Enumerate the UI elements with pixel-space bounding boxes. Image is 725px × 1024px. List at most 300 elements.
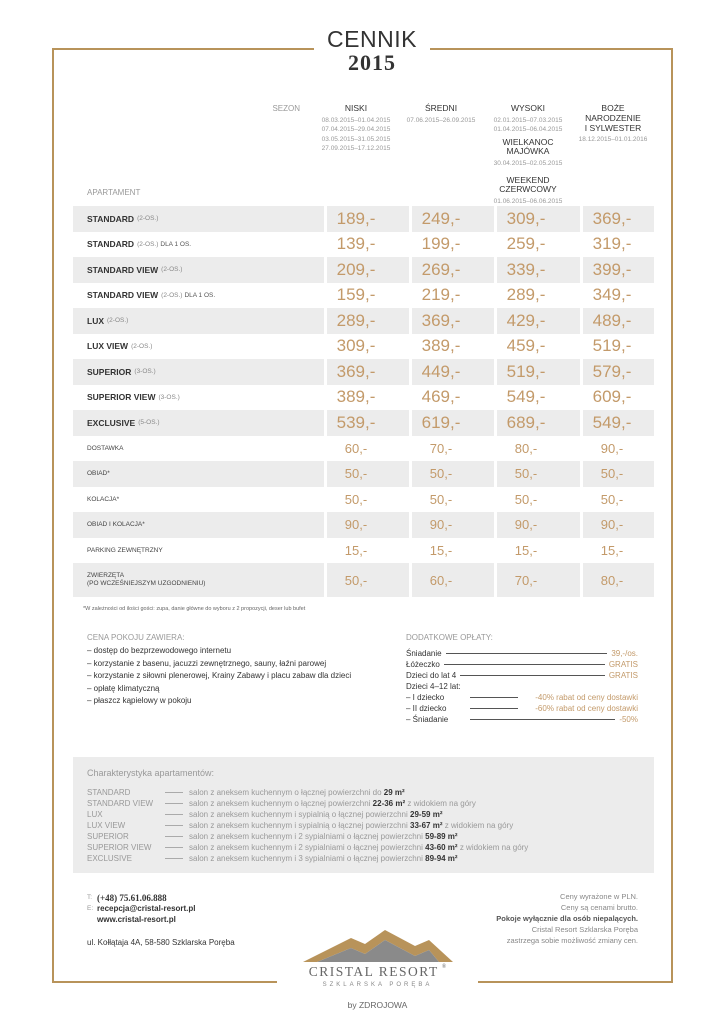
frame-top-right	[430, 48, 673, 50]
season-name-line: I SYLWESTER	[584, 122, 642, 133]
characteristic-row	[87, 842, 528, 853]
dash-divider	[470, 719, 615, 720]
row-note: (2-OS.)	[137, 215, 159, 223]
fee-line	[406, 648, 638, 659]
brand-text: CRISTAL RESORT	[308, 964, 439, 979]
price-cell: 139,-	[336, 234, 376, 254]
season-sub-line: CZERWCOWY	[499, 184, 557, 195]
dash-divider	[165, 814, 183, 815]
list-item: – opłatę klimatyczną	[87, 683, 160, 693]
note-line: Cristal Resort Szklarska Poręba	[531, 925, 638, 934]
column-separator	[409, 308, 412, 334]
phone-label: T:	[87, 894, 93, 901]
season-wysoki-dates	[485, 116, 571, 135]
column-separator	[409, 257, 412, 283]
row-note: (2-OS.)	[107, 317, 129, 325]
price-cell: 249,-	[421, 208, 461, 228]
fee-line	[406, 670, 638, 681]
apartment-desc	[189, 788, 405, 797]
row-note: (2-OS.)	[137, 240, 159, 248]
season-date: 07.04.2015–29.04.2015	[321, 126, 391, 134]
season-niski-name: NISKI	[344, 103, 368, 113]
column-separator	[324, 563, 327, 597]
dash-divider	[165, 803, 183, 804]
price-cell: 399,-	[592, 259, 632, 279]
desc-tail: z widokiem na góry	[444, 821, 514, 830]
contact-line	[87, 914, 235, 925]
desc-area: 29-59 m²	[410, 810, 443, 819]
dash-divider	[165, 858, 183, 859]
season-boze	[571, 104, 655, 145]
season-sredni-dates	[400, 116, 482, 125]
price-cell: 50,-	[429, 466, 453, 482]
column-separator	[409, 232, 412, 258]
price-cell: 369,-	[592, 208, 632, 228]
price-cell: 609,-	[592, 387, 632, 407]
column-separator	[494, 487, 497, 513]
list-item: – korzystanie z siłowni plenerowej, Krainy Zabawy i placu zabaw dla dzieci	[87, 671, 352, 680]
table-row	[73, 385, 654, 411]
table-row	[73, 232, 654, 258]
column-separator	[580, 538, 583, 564]
price-cell: 369,-	[421, 310, 461, 330]
fee-label: Dzieci do lat 4	[406, 671, 457, 680]
row-note: (3-OS.)	[134, 368, 156, 376]
price-cell: 50,-	[344, 466, 368, 482]
price-cell: 549,-	[506, 387, 546, 407]
desc-area: 59-89 m²	[425, 832, 458, 841]
dash-divider	[460, 675, 605, 676]
column-separator	[324, 487, 327, 513]
page-year: 2015	[348, 50, 396, 75]
column-separator	[494, 410, 497, 436]
price-cell: 389,-	[421, 336, 461, 356]
column-separator	[494, 283, 497, 309]
apartment-name: STANDARD	[87, 788, 131, 797]
season-niski	[315, 104, 397, 153]
fee-label: Łóżeczko	[406, 660, 440, 669]
email-label: E:	[87, 905, 94, 912]
season-date: 27.09.2015–17.12.2015	[321, 145, 391, 153]
fee-line	[406, 703, 638, 714]
row-note: (2-OS.)	[131, 342, 153, 350]
apartment-desc	[189, 854, 458, 863]
price-cell: 159,-	[336, 285, 376, 305]
fee-label: – II dziecko	[406, 704, 447, 713]
price-cell: 50,-	[514, 466, 538, 482]
dash-divider	[444, 664, 605, 665]
dash-divider	[470, 697, 518, 698]
row-label	[87, 334, 154, 360]
table-row	[73, 257, 654, 283]
apartment-name: LUX VIEW	[87, 821, 126, 830]
apartment-name: EXCLUSIVE	[87, 854, 132, 863]
apartment-name: STANDARD VIEW	[87, 799, 154, 808]
column-separator	[324, 436, 327, 462]
column-separator	[409, 410, 412, 436]
column-separator	[324, 385, 327, 411]
column-separator	[494, 538, 497, 564]
price-cell: 689,-	[506, 412, 546, 432]
price-cell: 259,-	[506, 234, 546, 254]
desc-text: salon z aneksem kuchennym i 3 sypialniami o łącznej powierzchni	[189, 854, 423, 863]
row-label	[87, 206, 160, 232]
column-separator	[324, 461, 327, 487]
price-cell: 50,-	[600, 466, 624, 482]
price-cell: 219,-	[421, 285, 461, 305]
price-cell: 50,-	[344, 572, 368, 588]
column-separator	[409, 487, 412, 513]
row-note: (3-OS.)	[158, 393, 180, 401]
row-name: EXCLUSIVE	[87, 417, 136, 428]
column-separator	[580, 334, 583, 360]
season-name-line: NARODZENIE	[585, 112, 641, 123]
column-separator	[409, 283, 412, 309]
list-item: – płaszcz kąpielowy w pokoju	[87, 696, 192, 705]
fee-label: Dzieci 4–12 lat:	[406, 682, 461, 691]
characteristic-row	[87, 798, 476, 809]
apartment-desc	[189, 843, 528, 852]
phone-number[interactable]: (+48) 75.61.06.888	[97, 892, 167, 903]
price-cell: 579,-	[592, 361, 632, 381]
column-separator	[324, 257, 327, 283]
contact-info	[87, 892, 235, 947]
row-name: SUPERIOR	[87, 366, 132, 377]
column-separator	[324, 232, 327, 258]
row-sub: (PO WCZEŚNIEJSZYM UZGODNIENIU)	[87, 580, 206, 587]
characteristic-row	[87, 831, 458, 842]
included-heading: CENA POKOJU ZAWIERA:	[87, 633, 185, 642]
cristal-resort-logo	[277, 928, 478, 1010]
dash-divider	[446, 653, 608, 654]
table-row	[73, 334, 654, 360]
price-cell: 289,-	[336, 310, 376, 330]
price-cell: 70,-	[429, 440, 453, 456]
price-cell: 90,-	[600, 517, 624, 533]
season-date: 01.04.2015–06.04.2015	[493, 126, 563, 134]
characteristic-row	[87, 820, 513, 831]
row-label	[87, 410, 162, 436]
price-table	[73, 206, 654, 597]
desc-text: salon z aneksem kuchennym i 2 sypialniami o łącznej powierzchni	[189, 832, 423, 841]
price-cell: 549,-	[592, 412, 632, 432]
row-label	[87, 359, 158, 385]
row-name: SUPERIOR VIEW	[87, 392, 156, 403]
column-separator	[409, 563, 412, 597]
desc-area: 29 m²	[383, 788, 405, 797]
price-cell: 309,-	[336, 336, 376, 356]
column-separator	[494, 308, 497, 334]
column-separator	[580, 487, 583, 513]
price-cell: 70,-	[514, 572, 538, 588]
note-line: Ceny są cenami brutto.	[560, 903, 638, 912]
apartment-name: LUX	[87, 810, 103, 819]
fee-line	[406, 714, 638, 725]
season-sredni-name: ŚREDNI	[424, 103, 458, 113]
column-separator	[580, 410, 583, 436]
mountains-icon	[303, 928, 453, 962]
extra-fees-heading: DODATKOWE OPŁATY:	[406, 633, 493, 642]
row-name: LUX	[87, 315, 104, 326]
season-weekend-dates: 01.06.2015–06.06.2015	[493, 198, 563, 206]
column-separator	[580, 232, 583, 258]
contact-line	[87, 892, 235, 903]
row-note: (5-OS.)	[138, 419, 160, 427]
season-wielkanoc-dates: 30.04.2015–02.05.2015	[493, 160, 563, 168]
row-name: STANDARD	[87, 213, 135, 224]
column-separator	[409, 206, 412, 232]
price-cell: 15,-	[514, 542, 538, 558]
brand-name	[277, 964, 478, 980]
apartment-desc	[189, 821, 513, 830]
price-cell: 459,-	[506, 336, 546, 356]
dash-divider	[165, 836, 183, 837]
fee-value: -60% rabat od ceny dostawki	[535, 704, 638, 713]
brand-location: SZKLARSKA PORĘBA	[322, 982, 433, 988]
sezon-label: SEZON	[272, 104, 300, 113]
price-cell: 539,-	[336, 412, 376, 432]
dash-divider	[165, 825, 183, 826]
column-separator	[409, 359, 412, 385]
desc-text: salon z aneksem kuchennym o łącznej powierzchni	[189, 799, 371, 808]
column-separator	[409, 385, 412, 411]
price-cell: 469,-	[421, 387, 461, 407]
column-separator	[580, 385, 583, 411]
row-name: STANDARD VIEW	[87, 290, 159, 301]
column-separator	[494, 436, 497, 462]
desc-text: salon z aneksem kuchennym o łącznej powierzchni do	[189, 788, 382, 797]
season-name-line: BOŻE	[601, 103, 625, 113]
note-line: zastrzega sobie możliwość zmiany cen.	[506, 936, 638, 945]
column-separator	[580, 359, 583, 385]
table-row	[73, 359, 654, 385]
column-separator	[494, 563, 497, 597]
table-row	[73, 308, 654, 334]
price-cell: 90,-	[344, 517, 368, 533]
desc-tail: z widokiem na góry	[407, 799, 476, 808]
column-separator	[409, 512, 412, 538]
characteristic-row	[87, 809, 442, 820]
table-row	[73, 206, 654, 232]
column-separator	[324, 206, 327, 232]
row-label	[87, 257, 184, 283]
table-row	[73, 410, 654, 436]
price-cell: 289,-	[506, 285, 546, 305]
price-cell: 50,-	[344, 491, 368, 507]
column-separator	[494, 461, 497, 487]
included-section	[87, 633, 387, 708]
price-cell: 619,-	[421, 412, 461, 432]
column-separator	[324, 334, 327, 360]
frame-left	[52, 48, 54, 983]
fee-value: 39,-/os.	[611, 649, 638, 658]
price-cell: 349,-	[592, 285, 632, 305]
column-separator	[409, 461, 412, 487]
desc-area: 33-67 m²	[410, 821, 443, 830]
characteristic-row	[87, 787, 405, 798]
apartment-name: SUPERIOR	[87, 832, 129, 841]
page-title: CENNIK	[327, 26, 417, 52]
column-separator	[580, 436, 583, 462]
extra-fees-section	[406, 633, 638, 725]
desc-area: 43-60 m²	[425, 843, 458, 852]
column-separator	[580, 563, 583, 597]
column-separator	[494, 512, 497, 538]
fee-value: -50%	[619, 715, 638, 724]
season-wysoki-name: WYSOKI	[510, 103, 545, 113]
season-date: 02.01.2015–07.03.2015	[493, 116, 563, 124]
price-cell: 429,-	[506, 310, 546, 330]
desc-text: salon z aneksem kuchennym i sypialnią o łącznej powierzchni	[189, 810, 408, 819]
table-row	[73, 461, 654, 487]
season-sub-line: MAJÓWKA	[506, 146, 550, 157]
season-date: 03.05.2015–31.05.2015	[321, 135, 391, 143]
table-row	[73, 563, 654, 597]
season-sub-line: WEEKEND	[506, 174, 550, 185]
season-date: 07.06.2015–26.09.2015	[406, 116, 476, 124]
address: ul. Kołłątaja 4A, 58-580 Szklarska Poręba	[87, 938, 235, 947]
fee-line	[406, 681, 638, 692]
table-row	[73, 283, 654, 309]
email-link[interactable]: recepcja@cristal-resort.pl	[97, 904, 196, 913]
fee-label: Śniadanie	[406, 649, 442, 658]
row-label: OBIAD I KOLACJA*	[87, 521, 145, 529]
apartment-desc	[189, 799, 476, 808]
price-cell: 15,-	[344, 542, 368, 558]
column-separator	[580, 461, 583, 487]
note-line: Ceny wyrażone w PLN.	[560, 892, 638, 901]
price-cell: 269,-	[421, 259, 461, 279]
row-label	[87, 283, 215, 309]
season-boze-name	[571, 104, 655, 133]
column-separator	[324, 283, 327, 309]
price-cell: 389,-	[336, 387, 376, 407]
table-row	[73, 436, 654, 462]
row-label: KOLACJA*	[87, 495, 120, 503]
column-separator	[324, 512, 327, 538]
fee-value: GRATIS	[608, 660, 638, 669]
price-cell: 15,-	[429, 542, 453, 558]
apartments-characteristics	[73, 757, 654, 873]
row-label: PARKING ZEWNĘTRZNY	[87, 546, 163, 554]
price-cell: 319,-	[592, 234, 632, 254]
column-separator	[580, 257, 583, 283]
row-name: ZWIERZĘTA	[87, 572, 125, 580]
desc-area: 22-36 m²	[372, 799, 406, 808]
season-weekend-name	[485, 176, 571, 196]
row-label	[87, 385, 182, 411]
row-label	[87, 308, 130, 334]
list-item: – korzystanie z basenu, jacuzzi zewnętrznego, sauny, łaźni parowej	[87, 658, 327, 668]
apartment-name: SUPERIOR VIEW	[87, 843, 152, 852]
fee-line	[406, 692, 638, 703]
column-separator	[494, 206, 497, 232]
row-extra: DLA 1 OS.	[184, 291, 216, 299]
website-link[interactable]: www.cristal-resort.pl	[97, 915, 176, 924]
column-separator	[324, 359, 327, 385]
column-separator	[580, 283, 583, 309]
frame-bottom-left	[52, 981, 277, 983]
row-name: STANDARD VIEW	[87, 264, 159, 275]
apartment-desc	[189, 810, 442, 819]
fee-label: – I dziecko	[406, 693, 445, 702]
price-cell: 449,-	[421, 361, 461, 381]
season-wielkanoc-name	[485, 138, 571, 158]
column-separator	[580, 308, 583, 334]
table-row	[73, 512, 654, 538]
column-separator	[409, 538, 412, 564]
fee-value: GRATIS	[608, 671, 638, 680]
row-label: DOSTAWKA	[87, 444, 124, 452]
column-separator	[494, 334, 497, 360]
column-separator	[494, 257, 497, 283]
brand-by: by ZDROJOWA	[347, 1000, 408, 1010]
price-cell: 339,-	[506, 259, 546, 279]
price-cell: 489,-	[592, 310, 632, 330]
dash-divider	[165, 792, 183, 793]
dash-divider	[470, 708, 518, 709]
column-separator	[324, 410, 327, 436]
row-name: LUX VIEW	[87, 341, 129, 352]
price-cell: 60,-	[429, 572, 453, 588]
desc-text: salon z aneksem kuchennym i sypialnią o łącznej powierzchni	[189, 821, 408, 830]
column-separator	[324, 308, 327, 334]
column-separator	[580, 206, 583, 232]
column-separator	[494, 385, 497, 411]
price-cell: 519,-	[592, 336, 632, 356]
price-cell: 519,-	[506, 361, 546, 381]
frame-right	[671, 48, 673, 983]
column-separator	[409, 436, 412, 462]
season-boze-dates: 18.12.2015–01.01.2016	[578, 136, 648, 144]
price-cell: 50,-	[600, 491, 624, 507]
season-sredni	[400, 104, 482, 125]
desc-tail: z widokiem na góry	[459, 843, 529, 852]
price-cell: 50,-	[514, 491, 538, 507]
price-cell: 15,-	[600, 542, 624, 558]
registered-mark: ®	[441, 964, 447, 970]
column-separator	[324, 538, 327, 564]
row-label	[87, 563, 205, 597]
table-row	[73, 538, 654, 564]
price-cell: 80,-	[514, 440, 538, 456]
fee-label: – Śniadanie	[406, 715, 449, 724]
characteristics-heading: Charakterystyka apartamentów:	[87, 768, 215, 778]
list-item: – dostęp do bezprzewodowego internetu	[87, 646, 232, 655]
footnote: *W zależności od ilości gości: zupa, danie główne do wyboru z 2 propozycji, deser lub bufet	[83, 606, 306, 612]
desc-area: 89-94 m²	[425, 854, 458, 863]
table-row	[73, 487, 654, 513]
row-extra: DLA 1 OS.	[160, 240, 192, 248]
dash-divider	[165, 847, 183, 848]
price-cell: 199,-	[421, 234, 461, 254]
desc-text: salon z aneksem kuchennym i 2 sypialniami o łącznej powierzchni	[189, 843, 423, 852]
contact-line	[87, 903, 235, 914]
price-cell: 50,-	[429, 491, 453, 507]
fee-line	[406, 659, 638, 670]
price-cell: 60,-	[344, 440, 368, 456]
price-cell: 90,-	[514, 517, 538, 533]
price-cell: 209,-	[336, 259, 376, 279]
frame-bottom-right	[478, 981, 673, 983]
season-date: 08.03.2015–01.04.2015	[321, 116, 391, 124]
price-cell: 90,-	[429, 517, 453, 533]
row-note: (2-OS.)	[161, 291, 183, 299]
note-line: Pokoje wyłącznie dla osób niepalących.	[496, 914, 638, 923]
season-niski-dates	[315, 116, 397, 154]
apartment-desc	[189, 832, 458, 841]
price-cell: 189,-	[336, 208, 376, 228]
